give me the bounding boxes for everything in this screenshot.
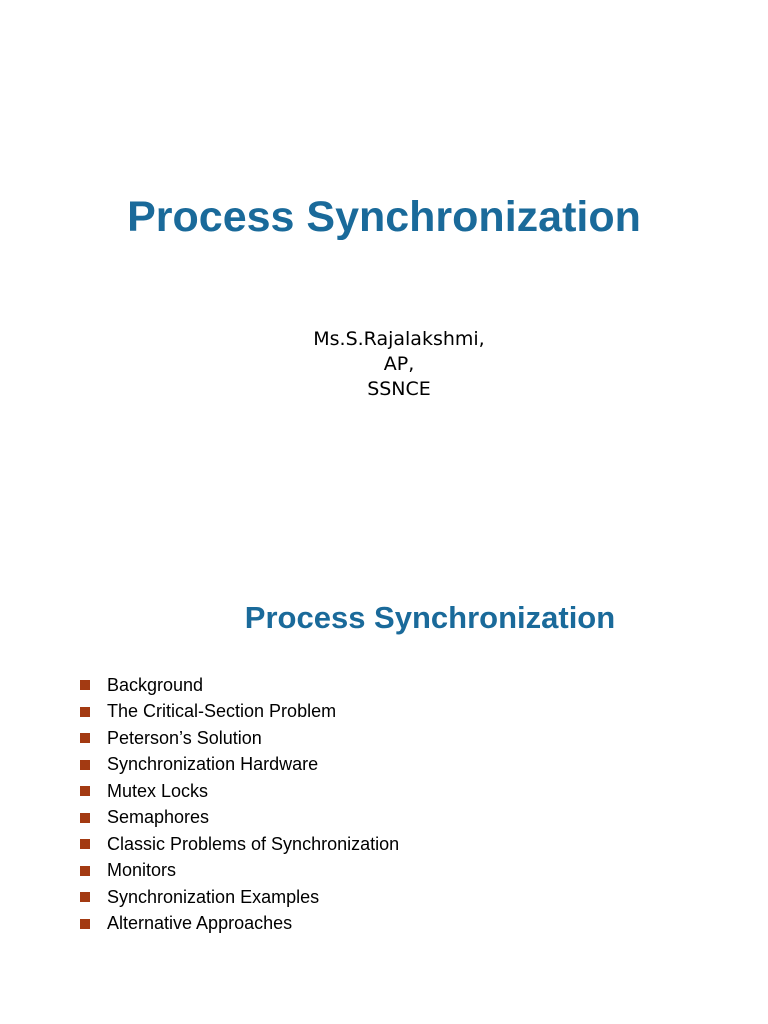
topic-list [80, 672, 399, 937]
list-item-label: Synchronization Examples [107, 886, 320, 907]
square-bullet-icon [80, 919, 90, 929]
author-block [0, 327, 768, 402]
list-item-label: Background [107, 674, 204, 695]
section-title: Process Synchronization [244, 600, 616, 635]
page-title: Process Synchronization [127, 193, 641, 241]
list-item [80, 725, 399, 752]
square-bullet-icon [80, 733, 90, 743]
square-bullet-icon [80, 839, 90, 849]
author-name: Ms.S.Rajalakshmi, [313, 328, 485, 350]
list-item [80, 884, 399, 911]
list-item [80, 831, 399, 858]
square-bullet-icon [80, 892, 90, 902]
list-item [80, 778, 399, 805]
list-item-label: Classic Problems of Synchronization [107, 833, 400, 854]
list-item [80, 805, 399, 832]
square-bullet-icon [80, 680, 90, 690]
list-item [80, 858, 399, 885]
list-item-label: Peterson’s Solution [107, 727, 262, 748]
square-bullet-icon [80, 813, 90, 823]
list-item [80, 911, 399, 938]
list-item [80, 672, 399, 699]
square-bullet-icon [80, 760, 90, 770]
square-bullet-icon [80, 786, 90, 796]
square-bullet-icon [80, 866, 90, 876]
list-item [80, 699, 399, 726]
list-item-label: Semaphores [107, 807, 210, 828]
author-institution: SSNCE [367, 378, 431, 400]
list-item-label: Alternative Approaches [107, 913, 293, 934]
list-item-label: Monitors [107, 860, 177, 881]
list-item-label: Mutex Locks [107, 780, 209, 801]
square-bullet-icon [80, 707, 90, 717]
list-item [80, 752, 399, 779]
author-designation: AP, [383, 353, 415, 375]
list-item-label: Synchronization Hardware [107, 754, 319, 775]
list-item-label: The Critical-Section Problem [107, 701, 337, 722]
